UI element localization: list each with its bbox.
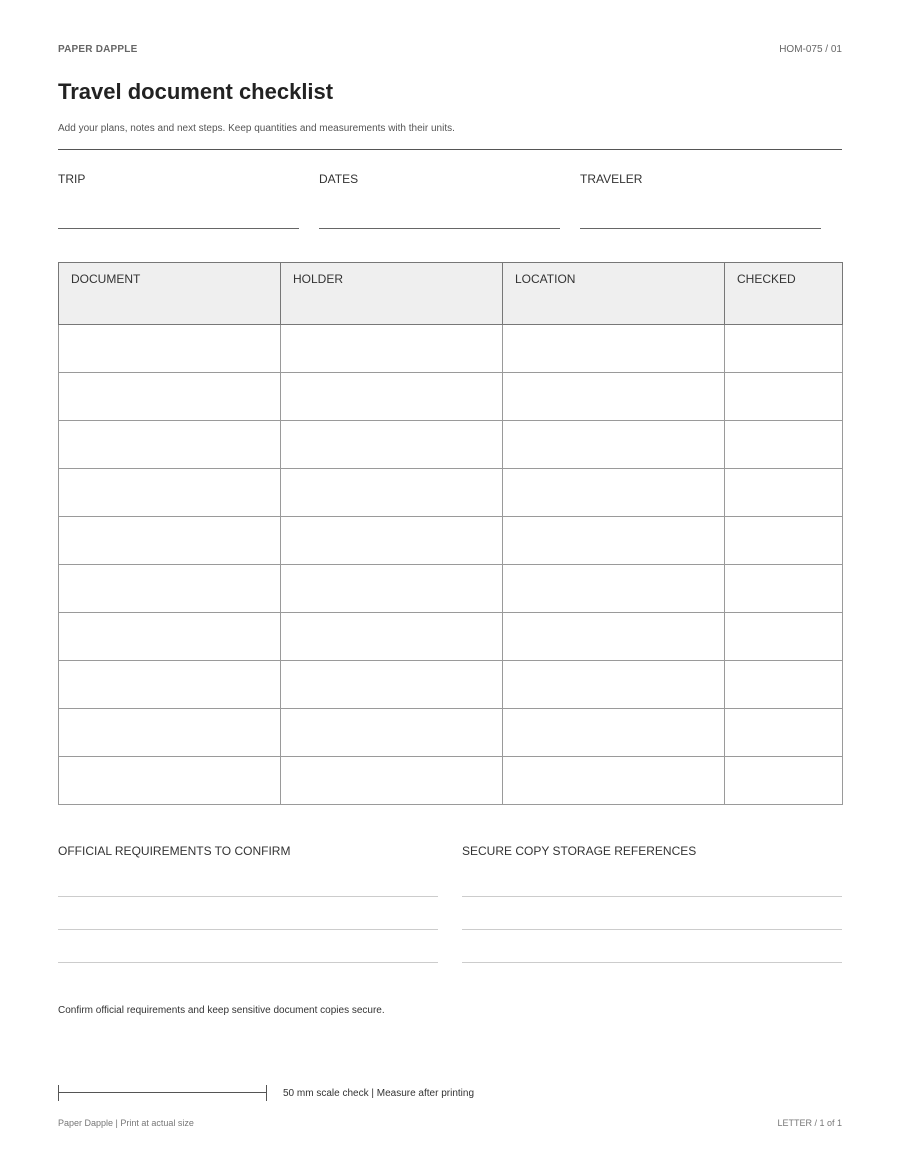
checked-cell[interactable] xyxy=(725,757,843,805)
storage-line[interactable] xyxy=(462,929,842,930)
scale-bar-tick-right xyxy=(266,1085,267,1101)
scale-bar-line xyxy=(58,1092,267,1093)
location-cell[interactable] xyxy=(503,325,725,373)
traveler-input-line[interactable] xyxy=(580,228,821,229)
document-cell[interactable] xyxy=(59,757,281,805)
trip-input-line[interactable] xyxy=(58,228,299,229)
document-cell[interactable] xyxy=(59,661,281,709)
table-row xyxy=(59,613,843,661)
table-row xyxy=(59,565,843,613)
column-header-location: LOCATION xyxy=(503,263,725,325)
official-requirements-section xyxy=(58,844,438,858)
checked-cell[interactable] xyxy=(725,517,843,565)
secure-storage-label: SECURE COPY STORAGE REFERENCES xyxy=(462,844,697,858)
table-row xyxy=(59,517,843,565)
table-row xyxy=(59,325,843,373)
page-title: Travel document checklist xyxy=(58,79,334,104)
footer-page-info: LETTER / 1 of 1 xyxy=(777,1118,842,1128)
dates-input-line[interactable] xyxy=(319,228,560,229)
holder-cell[interactable] xyxy=(281,661,503,709)
holder-cell[interactable] xyxy=(281,709,503,757)
table-row xyxy=(59,421,843,469)
holder-cell[interactable] xyxy=(281,613,503,661)
traveler-label: TRAVELER xyxy=(580,172,643,186)
location-cell[interactable] xyxy=(503,421,725,469)
checked-cell[interactable] xyxy=(725,469,843,517)
table-header-row xyxy=(59,263,843,325)
location-cell[interactable] xyxy=(503,757,725,805)
checked-cell[interactable] xyxy=(725,613,843,661)
checked-cell[interactable] xyxy=(725,565,843,613)
column-header-document: DOCUMENT xyxy=(59,263,281,325)
requirements-line[interactable] xyxy=(58,896,438,897)
table-row xyxy=(59,661,843,709)
checked-cell[interactable] xyxy=(725,661,843,709)
brand-name: PAPER DAPPLE xyxy=(58,44,138,55)
document-cell[interactable] xyxy=(59,469,281,517)
table-body xyxy=(59,325,843,805)
document-cell[interactable] xyxy=(59,613,281,661)
document-cell[interactable] xyxy=(59,421,281,469)
scale-bar-tick-left xyxy=(58,1085,59,1101)
checked-cell[interactable] xyxy=(725,421,843,469)
document-checklist-table xyxy=(58,262,843,805)
table-row xyxy=(59,709,843,757)
location-cell[interactable] xyxy=(503,517,725,565)
storage-line[interactable] xyxy=(462,896,842,897)
table-row xyxy=(59,469,843,517)
traveler-field[interactable] xyxy=(580,172,821,186)
checked-cell[interactable] xyxy=(725,373,843,421)
location-cell[interactable] xyxy=(503,469,725,517)
table-row xyxy=(59,757,843,805)
location-cell[interactable] xyxy=(503,661,725,709)
requirements-line[interactable] xyxy=(58,929,438,930)
storage-line[interactable] xyxy=(462,962,842,963)
checked-cell[interactable] xyxy=(725,325,843,373)
location-cell[interactable] xyxy=(503,373,725,421)
trip-label: TRIP xyxy=(58,172,86,186)
secure-storage-section xyxy=(462,844,842,858)
column-header-holder: HOLDER xyxy=(281,263,503,325)
footer-left-text: Paper Dapple | Print at actual size xyxy=(58,1118,194,1128)
document-code: HOM-075 / 01 xyxy=(779,44,842,55)
official-requirements-label: OFFICIAL REQUIREMENTS TO CONFIRM xyxy=(58,844,291,858)
scale-bar xyxy=(58,1085,267,1101)
dates-label: DATES xyxy=(319,172,359,186)
document-cell[interactable] xyxy=(59,325,281,373)
document-cell[interactable] xyxy=(59,517,281,565)
document-cell[interactable] xyxy=(59,709,281,757)
location-cell[interactable] xyxy=(503,613,725,661)
location-cell[interactable] xyxy=(503,565,725,613)
location-cell[interactable] xyxy=(503,709,725,757)
holder-cell[interactable] xyxy=(281,325,503,373)
title-divider xyxy=(58,149,842,150)
requirements-line[interactable] xyxy=(58,962,438,963)
holder-cell[interactable] xyxy=(281,469,503,517)
holder-cell[interactable] xyxy=(281,757,503,805)
page-subtitle: Add your plans, notes and next steps. Keep quantities and measurements with their units. xyxy=(58,123,455,134)
scale-check-text: 50 mm scale check | Measure after printing xyxy=(283,1088,475,1099)
checked-cell[interactable] xyxy=(725,709,843,757)
trip-field[interactable] xyxy=(58,172,299,186)
dates-field[interactable] xyxy=(319,172,560,186)
document-cell[interactable] xyxy=(59,373,281,421)
holder-cell[interactable] xyxy=(281,373,503,421)
table-row xyxy=(59,373,843,421)
holder-cell[interactable] xyxy=(281,565,503,613)
holder-cell[interactable] xyxy=(281,517,503,565)
footer-note: Confirm official requirements and keep sensitive document copies secure. xyxy=(58,1005,385,1016)
column-header-checked: CHECKED xyxy=(725,263,843,325)
holder-cell[interactable] xyxy=(281,421,503,469)
document-cell[interactable] xyxy=(59,565,281,613)
